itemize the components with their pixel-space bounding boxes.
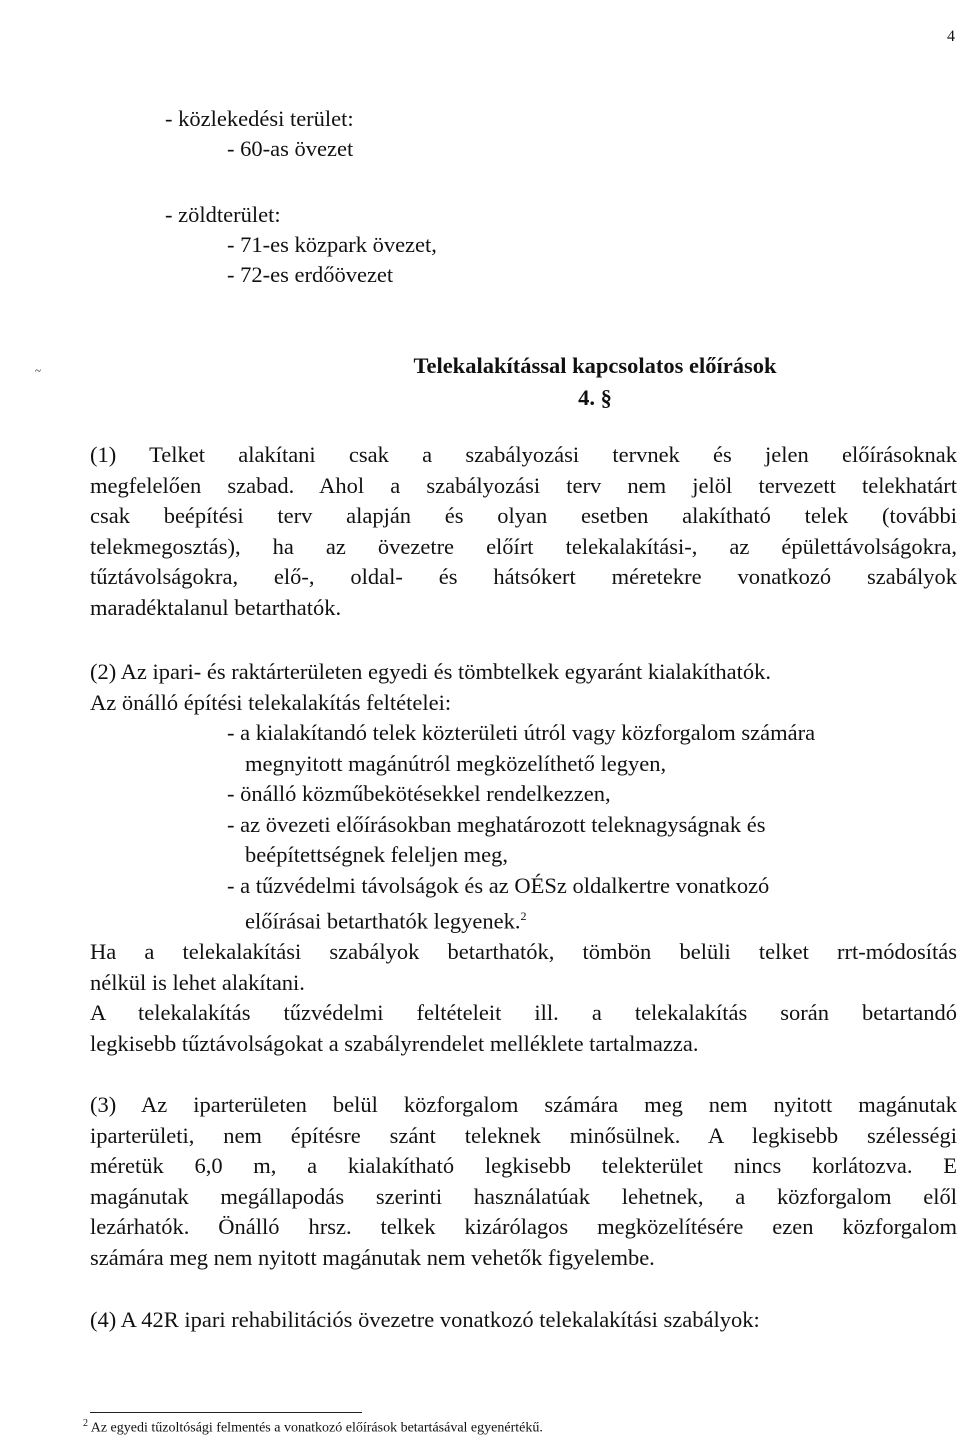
condition-item: - az övezeti előírásokban meghatározott teleknagyságnak és	[227, 811, 766, 837]
text-line: Ha a telekalakítási szabályok betarthatók, tömbön belüli telket rrt-módosítás	[90, 939, 957, 964]
text-line: maradéktalanul betarthatók.	[90, 594, 342, 620]
text-line: telekmegosztás), ha az övezetre előírt telekalakítási-, az épülettávolságokra,	[90, 533, 957, 559]
condition-item: - a tűzvédelmi távolságok és az OÉSz oldalkertre vonatkozó	[227, 872, 770, 898]
paragraph-4	[90, 1305, 957, 1336]
text-line: tűztávolságokra, elő-, oldal- és hátsókert méretekre vonatkozó szabályok	[90, 564, 957, 589]
section-heading	[380, 350, 810, 414]
section-number: 4. §	[578, 385, 612, 410]
condition-item-cont: megnyitott magánútról megközelíthető legyen,	[245, 750, 667, 776]
footnote-marker: 2	[83, 1418, 88, 1429]
footnote-ref: 2	[520, 909, 527, 923]
text-line: (1) Telket alakítani csak a szabályozási tervnek és jelen előírásoknak	[90, 442, 957, 467]
zone-label: - zöldterület:	[165, 202, 281, 227]
condition-item-cont	[90, 901, 957, 937]
zone-label: - közlekedési terület:	[165, 106, 354, 131]
text-line: (4) A 42R ipari rehabilitációs övezetre vonatkozó telekalakítási szabályok:	[90, 1307, 760, 1332]
text-line: legkisebb tűztávolságokat a szabályrendelet melléklete tartalmazza.	[90, 1030, 699, 1056]
text-line: (3) Az iparterületen belül közforgalom számára meg nem nyitott magánutak	[90, 1092, 957, 1117]
section-title: Telekalakítással kapcsolatos előírások	[413, 353, 777, 378]
text-line: lezárhatók. Önálló hrsz. telkek kizárólagos megközelítésére ezen közforgalom	[90, 1214, 957, 1239]
zone-item: - 71-es közpark övezet,	[227, 232, 437, 257]
text-line: iparterületi, nem építésre szánt teleknek minősülnek. A legkisebb szélességi	[90, 1122, 957, 1148]
zone-item: - 72-es erdőövezet	[227, 262, 394, 287]
paragraph-2	[90, 657, 957, 1059]
text-line: magánutak megállapodás szerinti használatúak lehetnek, a közforgalom elől	[90, 1183, 957, 1209]
zone-item: - 60-as övezet	[227, 136, 354, 161]
condition-item: - a kialakítandó telek közterületi útról vagy közforgalom számára	[227, 720, 816, 745]
page-number: 4	[947, 28, 955, 45]
condition-item-cont: beépítettségnek feleljen meg,	[245, 842, 509, 867]
text-line: megfelelően szabad. Ahol a szabályozási terv nem jelöl tervezett telekhatárt	[90, 472, 957, 498]
zone-list-transport	[165, 104, 354, 164]
text-line: csak beépítési terv alapján és olyan esetben alakítható telek (további	[90, 503, 957, 528]
footnote	[83, 1418, 543, 1437]
condition-text: előírásai betarthatók legyenek.	[245, 908, 521, 934]
footnote-divider	[90, 1412, 362, 1413]
zone-list-green	[165, 200, 437, 290]
text-line: nélkül is lehet alakítani.	[90, 969, 305, 995]
paragraph-1	[90, 440, 957, 623]
footnote-text: Az egyedi tűzoltósági felmentés a vonatkozó előírások betartásával egyenértékű.	[90, 1420, 543, 1436]
paragraph-3	[90, 1090, 957, 1273]
text-line: számára meg nem nyitott magánutak nem vehetők figyelembe.	[90, 1244, 655, 1270]
margin-mark: ~	[35, 365, 41, 377]
text-line: méretük 6,0 m, a kialakítható legkisebb telekterület nincs korlátozva. E	[90, 1153, 957, 1178]
text-line: (2) Az ipari- és raktárterületen egyedi és tömbtelkek egyaránt kialakíthatók.	[90, 659, 771, 684]
conditions-label: Az önálló építési telekalakítás feltételei:	[90, 689, 452, 715]
text-line: A telekalakítás tűzvédelmi feltételeit ill. a telekalakítás során betartandó	[90, 1000, 957, 1025]
condition-item: - önálló közműbekötésekkel rendelkezzen,	[227, 781, 611, 806]
